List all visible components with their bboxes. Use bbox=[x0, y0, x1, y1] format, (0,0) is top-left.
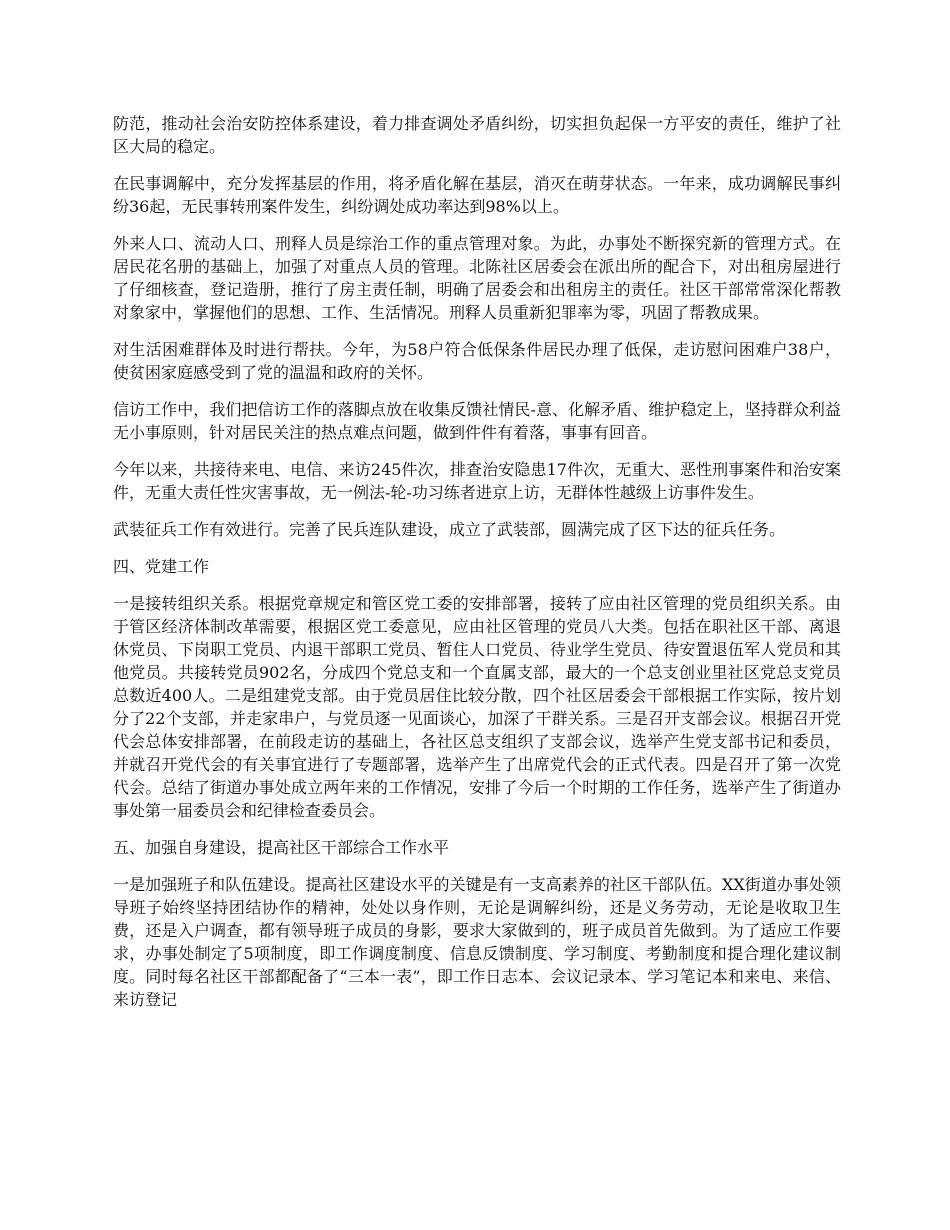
paragraph-militia-recruitment: 武装征兵工作有效进行。完善了民兵连队建设，成立了武装部，圆满完成了区下达的征兵任务。 bbox=[113, 520, 786, 539]
paragraph-visits-statistics: 今年以来，共接待来电、电信、来访245件次，排查治安隐患17件次，无重大、恶性刑事案件和治安案件，无重大责任性灾害事故，无一例法-轮-功习练者进京上访，无群体性越级上访事件发生。 bbox=[113, 460, 841, 502]
paragraph-team-building: 一是加强班子和队伍建设。提高社区建设水平的关键是有一支高素养的社区干部队伍。XX街道办事处领导班子始终坚持团结协作的精神，处处以身作则，无论是调解纠纷，还是义务劳动，无论是收取卫生费，还是入户调查，都有领导班子成员的身影，要求大家做到的，班子成员首先做到。为了适应工作要求，办事处制定了5项制度，即工作调度制度、信息反馈制度、学习制度、考勤制度和提合理化建议制度。同时每名社区干部都配备了“三本一表”，即工作日志本、会议记录本、学习笔记本和来电、来信、来访登记 bbox=[113, 875, 841, 1009]
paragraph-petition-work: 信访工作中，我们把信访工作的落脚点放在收集反馈社情民-意、化解矛盾、维护稳定上，坚持群众利益无小事原则，针对居民关注的热点难点问题，做到件件有着落，事事有回音。 bbox=[113, 400, 841, 442]
section-heading-party-building: 四、党建工作 bbox=[113, 557, 210, 576]
paragraph-party-organization: 一是接转组织关系。根据党章规定和管区党工委的安排部署，接转了应由社区管理的党员组织关系。由于管区经济体制改革需要，根据区党工委意见，应由社区管理的党员八大类。包括在职社区干部、离退休党员、下岗职工党员、内退干部职工党员、暂住人口党员、待业学生党员、待安置退伍军人党员和其他党员。共接转党员902名，分成四个党总支和一个直属支部，最大的一个总支创业里社区党总支党员总数近400人。二是组建党支部。由于党员居住比较分散，四个社区居委会干部根据工作实际，按片划分了22个支部，并走家串户，与党员逐一见面谈心，加深了干群关系。三是召开支部会议。根据召开党代会总体安排部署，在前段走访的基础上，各社区总支组织了支部会议，选举产生党支部书记和委员，并就召开党代会的有关事宜进行了专题部署，选举产生了出席党代会的正式代表。四是召开了第一次党代会。总结了街道办事处成立两年来的工作情况，安排了今后一个时期的工作任务，选举产生了街道办事处第一届委员会和纪律检查委员会。 bbox=[113, 594, 841, 820]
paragraph-poverty-assistance: 对生活困难群体及时进行帮扶。今年，为58户符合低保条件居民办理了低保，走访慰问困难户38户，使贫困家庭感受到了党的温温和政府的关怀。 bbox=[113, 340, 841, 382]
document-body bbox=[113, 112, 841, 1025]
section-heading-self-construction: 五、加强自身建设，提高社区干部综合工作水平 bbox=[113, 838, 450, 857]
paragraph-civil-mediation: 在民事调解中，充分发挥基层的作用，将矛盾化解在基层，消灭在萌芽状态。一年来，成功调解民事纠纷36起，无民事转刑案件发生，纠纷调处成功率达到98%以上。 bbox=[113, 174, 841, 216]
paragraph-population-management: 外来人口、流动人口、刑释人员是综治工作的重点管理对象。为此，办事处不断探究新的管理方式。在居民花名册的基础上，加强了对重点人员的管理。北陈社区居委会在派出所的配合下，对出租房屋进行了仔细核查，登记造册，推行了房主责任制，明确了居委会和出租房主的责任。社区干部常常深化帮教对象家中，掌握他们的思想、工作、生活情况。刑释人员重新犯罪率为零，巩固了帮教成果。 bbox=[113, 234, 841, 322]
paragraph-public-security: 防范，推动社会治安防控体系建设，着力排查调处矛盾纠纷，切实担负起保一方平安的责任，维护了社区大局的稳定。 bbox=[113, 114, 841, 156]
